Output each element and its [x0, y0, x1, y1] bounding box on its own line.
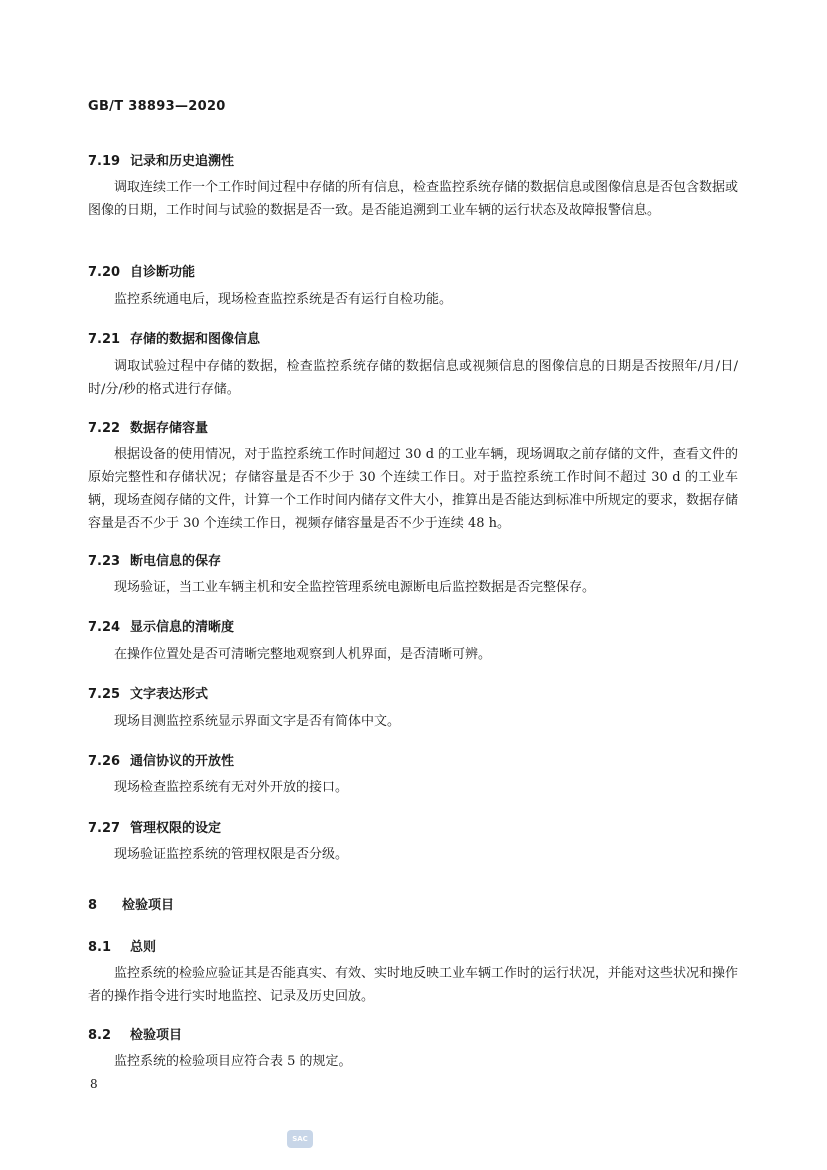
- section-body-7-26: 现场检查监控系统有无对外开放的接口。: [114, 780, 349, 795]
- section-number: 8.1: [88, 940, 112, 955]
- section-body-7-20: 监控系统通电后，现场检查监控系统是否有运行自检功能。: [114, 292, 453, 307]
- section-heading-7-20: [88, 261, 195, 280]
- section-number: 8: [88, 898, 98, 913]
- section-title: 断电信息的保存: [130, 554, 222, 569]
- section-title: 显示信息的清晰度: [130, 620, 235, 635]
- section-number: 7.23: [88, 554, 121, 569]
- section-body-7-19: 调取连续工作一个工作时间过程中存储的所有信息，检查监控系统存储的数据信息或图像信息是否包含数据或图像的日期，工作时间与试验的数据是否一致。是否能追溯到工业车辆的运行状态及故障报警信息。: [88, 180, 739, 218]
- section-body-7-27: 现场验证监控系统的管理权限是否分级。: [114, 847, 349, 862]
- sac-watermark-logo: SAC: [287, 1130, 313, 1148]
- section-number: 7.22: [88, 421, 121, 436]
- section-heading-8-1: [88, 936, 156, 955]
- section-body-7-24: 在操作位置处是否可清晰完整地观察到人机界面，是否清晰可辨。: [114, 647, 492, 662]
- section-heading-7-24: [88, 616, 234, 635]
- section-heading-7-25: [88, 683, 208, 702]
- section-title: 记录和历史追溯性: [130, 154, 235, 169]
- section-heading-7-21: [88, 328, 260, 347]
- section-body-8-2: 监控系统的检验项目应符合表 5 的规定。: [114, 1054, 352, 1069]
- section-body-7-21: 调取试验过程中存储的数据，检查监控系统存储的数据信息或视频信息的图像信息的日期是否按照年/月/日/时/分/秒的格式进行存储。: [88, 359, 738, 397]
- section-number: 7.25: [88, 687, 121, 702]
- section-heading-8-2: [88, 1024, 182, 1043]
- section-title: 存储的数据和图像信息: [130, 332, 261, 347]
- section-title: 检验项目: [130, 1028, 183, 1043]
- section-title: 自诊断功能: [130, 265, 196, 280]
- section-title: 数据存储容量: [130, 421, 209, 436]
- section-title: 检验项目: [122, 898, 175, 913]
- section-number: 7.24: [88, 620, 121, 635]
- section-body-7-25: 现场目测监控系统显示界面文字是否有简体中文。: [114, 714, 401, 729]
- section-heading-7-27: [88, 817, 221, 836]
- section-body-8-1: 监控系统的检验应验证其是否能真实、有效、实时地反映工业车辆工作时的运行状况，并能对这些状况和操作者的操作指令进行实时地监控、记录及历史回放。: [88, 966, 739, 1004]
- section-heading-7-23: [88, 550, 221, 569]
- section-heading-7-19: [88, 150, 234, 169]
- standard-code-header: GB/T 38893—2020: [88, 99, 226, 114]
- section-number: 7.20: [88, 265, 121, 280]
- section-body-7-23: 现场验证，当工业车辆主机和安全监控管理系统电源断电后监控数据是否完整保存。: [114, 580, 596, 595]
- page-number: 8: [90, 1077, 98, 1091]
- section-title: 管理权限的设定: [130, 821, 222, 836]
- section-body-7-22: 根据设备的使用情况，对于监控系统工作时间超过 30 d 的工业车辆，现场调取之前存储的文件，查看文件的原始完整性和存储状况；存储容量是否不少于 30 个连续工作日。对于监控系统工作时间不超过 30 d 的工业车辆，现场查阅存储的文件，计算一个工作时间内储存文件大小，推算出是否能达到标准中所规定的要求，数据存储容量是否不少于 30 个连续工作日，视频存储容量是否不少于连续 48 h。: [88, 447, 739, 531]
- section-number: 7.26: [88, 754, 121, 769]
- section-number: 7.21: [88, 332, 121, 347]
- section-title: 总则: [130, 940, 157, 955]
- chapter-heading-8: [88, 894, 174, 913]
- section-heading-7-22: [88, 417, 208, 436]
- section-number: 7.27: [88, 821, 121, 836]
- section-number: 7.19: [88, 154, 121, 169]
- section-title: 通信协议的开放性: [130, 754, 235, 769]
- section-heading-7-26: [88, 750, 234, 769]
- section-title: 文字表达形式: [130, 687, 209, 702]
- section-number: 8.2: [88, 1028, 112, 1043]
